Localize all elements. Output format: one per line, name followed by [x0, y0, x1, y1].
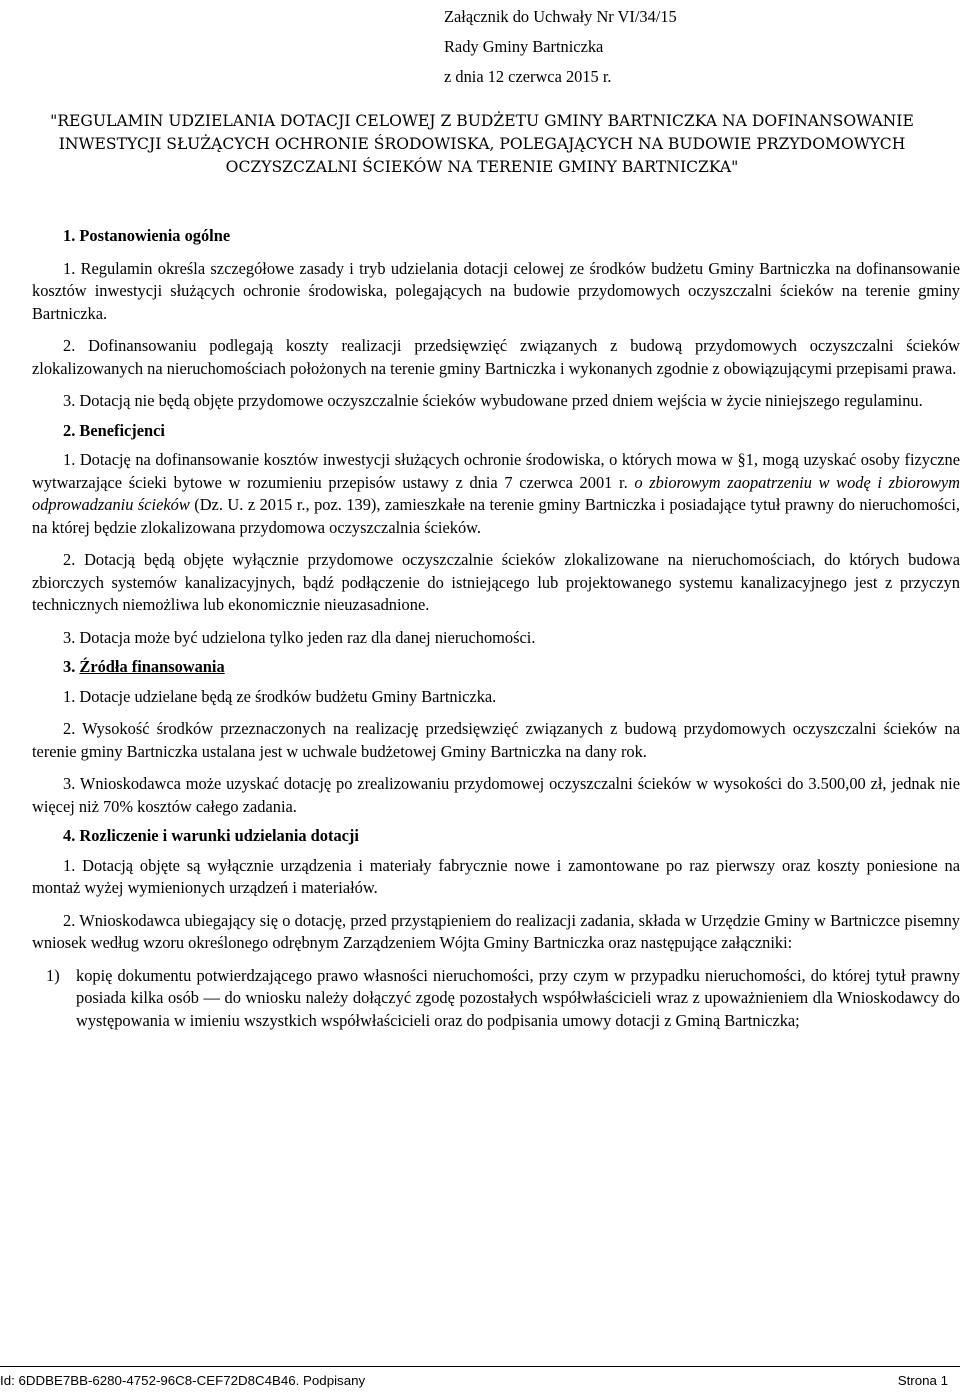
- document-footer: [0, 1366, 960, 1393]
- list-item: [32, 965, 960, 1033]
- section-2-paragraph-3: 3. Dotacja może być udzielona tylko jeden raz dla danej nieruchomości.: [63, 627, 536, 647]
- section-2-paragraph-1: 1. Dotację na dofinansowanie kosztów inwestycji służących ochronie środowiska, o których mowa w §1, mogą uzyskać osoby fizyczne wytwarzające ścieki bytowe w rozumieniu przepisów ustawy z dnia 7 czerwca 2001 r. o zbiorowym zaopatrzeniu w wodę i zbiorowym odprowadzaniu ścieków (Dz. U. z 2015 r., poz. 139), zamieszkałe na terenie gminy Bartniczka i posiadające tytuł prawny do nieruchomości, na której będzie zlokalizowana przydomowa oczyszczalnia ścieków.: [32, 450, 960, 537]
- section-3-paragraph-1: 1. Dotacje udzielane będą ze środków budżetu Gminy Bartniczka.: [63, 686, 497, 706]
- document-body: [32, 225, 960, 1032]
- section-4-paragraph-1: 1. Dotacją objęte są wyłącznie urządzenia i materiały fabrycznie nowe i zamontowane po raz pierwszy oraz koszty poniesione na montaż wyżej wymienionych urządzeń i materiałów.: [32, 855, 960, 897]
- footer-document-id: Id: 6DDBE7BB-6280-4752-96C8-CEF72D8C4B46. Podpisany: [0, 1373, 366, 1388]
- section-1-paragraph-1: 1. Regulamin określa szczegółowe zasady i tryb udzielania dotacji celowej ze środków budżetu Gminy Bartniczka na dofinansowanie kosztów inwestycji służących ochronie środowiska, polegających na budowie przydomowych oczyszczalni ścieków na terenie gminy Bartniczka.: [32, 258, 960, 323]
- section-1-heading: 1. Postanowienia ogólne: [63, 226, 231, 245]
- section-3-paragraph-3: 3. Wnioskodawca może uzyskać dotację po zrealizowaniu przydomowej oczyszczalni ścieków w wysokości do 3.500,00 zł, jednak nie więcej niż 70% kosztów całego zadania.: [32, 774, 960, 816]
- section-2-paragraph-2: 2. Dotacją będą objęte wyłącznie przydomowe oczyszczalnie ścieków zlokalizowane na nieruchomościach, do których budowa zbiorczych systemów kanalizacyjnych, bądź podłączenie do istniejącego lub projektowanego systemu kanalizacyjnego jest z przyczyn technicznych niemożliwa lub ekonomicznie nieuzasadnione.: [32, 550, 960, 614]
- section-1-paragraph-2: 2. Dofinansowaniu podlegają koszty realizacji przedsięwzięć związanych z budową przydomowych oczyszczalni ścieków zlokalizowanych na nieruchomościach położonych na terenie gminy Bartniczka i wykonanych zgodnie z obowiązującymi przepisami prawa.: [32, 336, 960, 378]
- list-item-text: kopię dokumentu potwierdzającego prawo własności nieruchomości, przy czym w przypadku nieruchomości, do której tytuł prawny posiada kilka osób — do wniosku należy dołączyć zgodę pozostałych współwłaścicieli wraz z upoważnieniem dla Wnioskodawcy do występowania w imieniu wszystkich współwłaścicieli oraz do podpisania umowy dotacji z Gminą Bartniczka;: [76, 965, 960, 1030]
- section-sign-icon: §: [737, 450, 746, 469]
- header-line-1: Załącznik do Uchwały Nr VI/34/15: [444, 7, 677, 26]
- section-3-paragraph-2: 2. Wysokość środków przeznaczonych na realizację przedsięwzięć związanych z budową przydomowych oczyszczalni ścieków na terenie gminy Bartniczka ustalana jest w uchwale budżetowej Gminy Bartniczka na dany rok.: [32, 719, 960, 761]
- section-4-paragraph-2: 2. Wnioskodawca ubiegający się o dotację, przed przystąpieniem do realizacji zadania, składa w Urzędzie Gminy w Bartniczce pisemny wniosek według wzoru określonego odrębnym Zarządzeniem Wójta Gminy Bartniczka oraz następujące załączniki:: [32, 910, 960, 952]
- section-1-paragraph-3: 3. Dotacją nie będą objęte przydomowe oczyszczalnie ścieków wybudowane przed dniem wejścia w życie niniejszego regulaminu.: [63, 391, 923, 410]
- section-3-heading: 3. Źródła finansowania: [63, 657, 225, 676]
- list-item-number: 1): [46, 965, 60, 985]
- document-header: [444, 2, 677, 92]
- header-line-3: z dnia 12 czerwca 2015 r.: [444, 67, 612, 86]
- footer-page-number: Strona 1: [897, 1373, 948, 1388]
- act-title: o zbiorowym zaopatrzeniu w wodę i zbiorowym odprowadzaniu ścieków: [32, 472, 960, 514]
- document-title: "REGULAMIN UDZIELANIA DOTACJI CELOWEJ Z BUDŻETU GMINY BARTNICZKA NA DOFINANSOWANIE INWESTYCJI SŁUŻĄCYCH OCHRONIE ŚRODOWISKA, POLEGAJĄCYCH NA BUDOWIE PRZYDOMOWYCH OCZYSZCZALNI ŚCIEKÓW NA TERENIE GMINY BARTNICZKA": [50, 112, 914, 176]
- section-2-heading: 2. Beneficjenci: [63, 420, 165, 440]
- section-4-heading: 4. Rozliczenie i warunki udzielania dotacji: [63, 826, 359, 845]
- header-line-2: Rady Gminy Bartniczka: [444, 37, 604, 56]
